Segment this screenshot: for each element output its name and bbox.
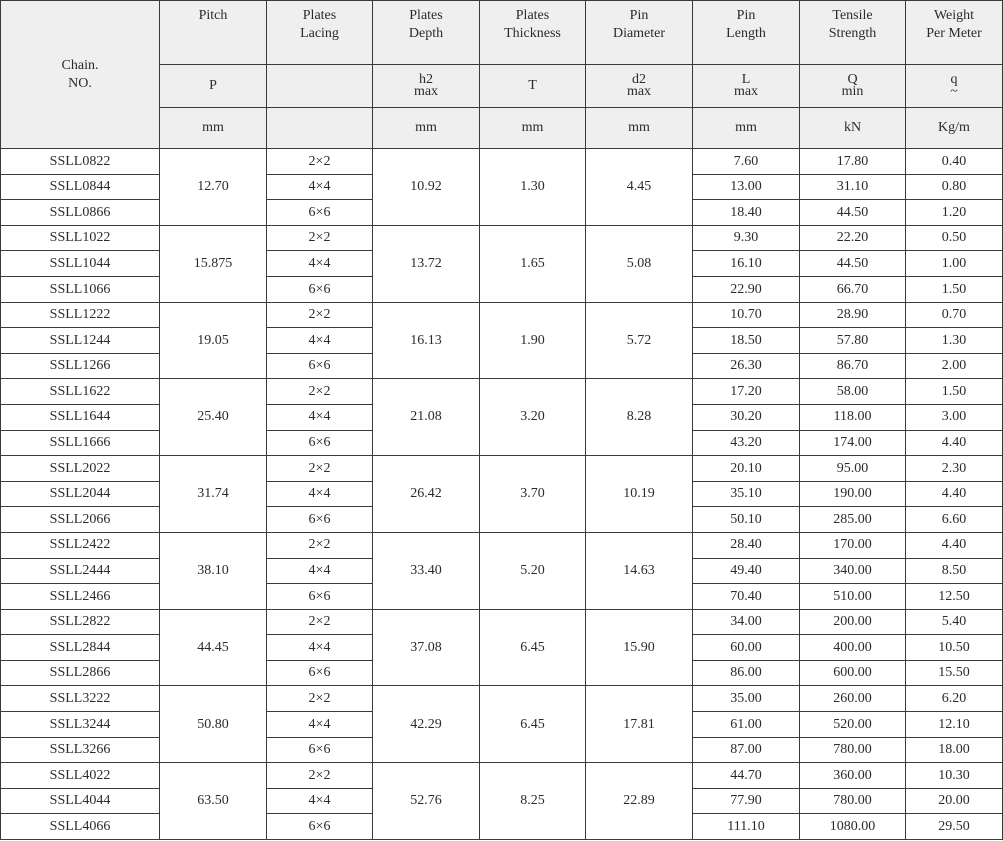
column-symbol-line: h2 <box>419 72 433 87</box>
tensile-strength-cell: 200.00 <box>800 609 906 635</box>
weight-per-meter-cell: 12.50 <box>906 584 1003 610</box>
pitch-cell: 38.10 <box>160 532 267 609</box>
weight-per-meter-cell: 4.40 <box>906 481 1003 507</box>
tensile-strength-cell: 95.00 <box>800 456 906 482</box>
tensile-strength-cell: 31.10 <box>800 174 906 200</box>
column-name-line: Depth <box>408 25 444 41</box>
table-row <box>1 149 1003 175</box>
chain-no-label-line-2: NO. <box>68 75 92 91</box>
plate-thickness-cell: 3.20 <box>480 379 586 456</box>
tensile-strength-cell: 780.00 <box>800 788 906 814</box>
plate-thickness-cell: 8.25 <box>480 763 586 840</box>
column-name-line: Per Meter <box>926 25 982 41</box>
weight-per-meter-cell: 20.00 <box>906 788 1003 814</box>
plate-thickness-cell: 1.30 <box>480 149 586 226</box>
pin-diameter-cell: 5.08 <box>586 225 693 302</box>
pin-length-cell: 10.70 <box>693 302 800 328</box>
pin-length-cell: 13.00 <box>693 174 800 200</box>
lacing-cell: 2×2 <box>267 379 373 405</box>
column-name-line: Diameter <box>612 25 666 41</box>
pin-length-cell: 18.40 <box>693 200 800 226</box>
chain-no-header <box>1 1 160 149</box>
column-symbol-7 <box>906 65 1003 108</box>
plate-depth-cell: 37.08 <box>373 609 480 686</box>
lacing-cell: 6×6 <box>267 814 373 840</box>
header-row-names <box>1 1 1003 65</box>
plate-depth-cell: 21.08 <box>373 379 480 456</box>
column-header-4 <box>586 1 693 65</box>
lacing-cell: 2×2 <box>267 763 373 789</box>
plate-depth-cell: 16.13 <box>373 302 480 379</box>
chain-no-cell: SSLL4044 <box>1 788 160 814</box>
plate-thickness-cell: 6.45 <box>480 609 586 686</box>
chain-no-label-line-1: Chain. <box>61 58 99 73</box>
column-unit-3: mm <box>480 108 586 149</box>
column-header-6 <box>800 1 906 65</box>
weight-per-meter-cell: 8.50 <box>906 558 1003 584</box>
chain-no-cell: SSLL2066 <box>1 507 160 533</box>
chain-no-cell: SSLL1044 <box>1 251 160 277</box>
pin-length-cell: 30.20 <box>693 404 800 430</box>
plate-depth-cell: 26.42 <box>373 456 480 533</box>
plate-depth-cell: 52.76 <box>373 763 480 840</box>
table-row <box>1 456 1003 482</box>
weight-per-meter-cell: 4.40 <box>906 430 1003 456</box>
lacing-cell: 6×6 <box>267 200 373 226</box>
lacing-cell: 4×4 <box>267 328 373 354</box>
column-name-line: Thickness <box>504 25 561 41</box>
pitch-cell: 50.80 <box>160 686 267 763</box>
weight-per-meter-cell: 15.50 <box>906 660 1003 686</box>
tensile-strength-cell: 360.00 <box>800 763 906 789</box>
pin-length-cell: 70.40 <box>693 584 800 610</box>
lacing-cell: 4×4 <box>267 251 373 277</box>
table-row <box>1 532 1003 558</box>
column-symbol-2 <box>373 65 480 108</box>
chain-no-cell: SSLL1622 <box>1 379 160 405</box>
tensile-strength-cell: 28.90 <box>800 302 906 328</box>
column-symbol-1 <box>267 65 373 108</box>
column-header-2 <box>373 1 480 65</box>
chain-no-cell: SSLL1244 <box>1 328 160 354</box>
weight-per-meter-cell: 6.20 <box>906 686 1003 712</box>
weight-per-meter-cell: 0.50 <box>906 225 1003 251</box>
weight-per-meter-cell: 3.00 <box>906 404 1003 430</box>
pin-length-cell: 43.20 <box>693 430 800 456</box>
lacing-cell: 4×4 <box>267 174 373 200</box>
table-row <box>1 379 1003 405</box>
plate-thickness-cell: 3.70 <box>480 456 586 533</box>
column-unit-7: Kg/m <box>906 108 1003 149</box>
pitch-cell: 44.45 <box>160 609 267 686</box>
pin-length-cell: 26.30 <box>693 353 800 379</box>
pin-diameter-cell: 10.19 <box>586 456 693 533</box>
plate-depth-cell: 42.29 <box>373 686 480 763</box>
pin-length-cell: 111.10 <box>693 814 800 840</box>
column-name-line: Tensile <box>832 8 873 23</box>
pin-length-cell: 22.90 <box>693 276 800 302</box>
tensile-strength-cell: 66.70 <box>800 276 906 302</box>
chain-no-cell: SSLL3266 <box>1 737 160 763</box>
weight-per-meter-cell: 1.30 <box>906 328 1003 354</box>
lacing-cell: 6×6 <box>267 353 373 379</box>
lacing-cell: 2×2 <box>267 456 373 482</box>
lacing-cell: 4×4 <box>267 788 373 814</box>
column-header-1 <box>267 1 373 65</box>
pin-length-cell: 87.00 <box>693 737 800 763</box>
weight-per-meter-cell: 1.50 <box>906 276 1003 302</box>
weight-per-meter-cell: 5.40 <box>906 609 1003 635</box>
chain-no-cell: SSLL1266 <box>1 353 160 379</box>
table-row <box>1 609 1003 635</box>
column-symbol-line: max <box>413 84 439 99</box>
column-symbol-line: max <box>626 84 652 99</box>
tensile-strength-cell: 780.00 <box>800 737 906 763</box>
weight-per-meter-cell: 0.80 <box>906 174 1003 200</box>
plate-depth-cell: 10.92 <box>373 149 480 226</box>
chain-no-cell: SSLL4066 <box>1 814 160 840</box>
lacing-cell: 4×4 <box>267 404 373 430</box>
table-body <box>1 149 1003 840</box>
column-symbol-6 <box>800 65 906 108</box>
column-symbol-line: L <box>741 72 751 87</box>
tensile-strength-cell: 44.50 <box>800 251 906 277</box>
pin-length-cell: 28.40 <box>693 532 800 558</box>
column-unit-1 <box>267 108 373 149</box>
weight-per-meter-cell: 10.30 <box>906 763 1003 789</box>
tensile-strength-cell: 170.00 <box>800 532 906 558</box>
chain-no-cell: SSLL2044 <box>1 481 160 507</box>
lacing-cell: 2×2 <box>267 225 373 251</box>
pitch-cell: 25.40 <box>160 379 267 456</box>
chain-no-cell: SSLL4022 <box>1 763 160 789</box>
column-symbol-0 <box>160 65 267 108</box>
chain-no-cell: SSLL1222 <box>1 302 160 328</box>
column-symbol-line: d2 <box>632 72 646 87</box>
pin-diameter-cell: 22.89 <box>586 763 693 840</box>
table-row <box>1 686 1003 712</box>
column-name-line: Lacing <box>300 25 339 41</box>
column-header-7 <box>906 1 1003 65</box>
plate-thickness-cell: 5.20 <box>480 532 586 609</box>
table-row <box>1 763 1003 789</box>
pin-diameter-cell: 8.28 <box>586 379 693 456</box>
pin-length-cell: 9.30 <box>693 225 800 251</box>
chain-no-cell: SSLL2444 <box>1 558 160 584</box>
weight-per-meter-cell: 10.50 <box>906 635 1003 661</box>
weight-per-meter-cell: 1.00 <box>906 251 1003 277</box>
lacing-cell: 6×6 <box>267 430 373 456</box>
column-name-line: Pin <box>736 8 756 23</box>
lacing-cell: 4×4 <box>267 558 373 584</box>
chain-no-cell: SSLL2844 <box>1 635 160 661</box>
pin-length-cell: 49.40 <box>693 558 800 584</box>
weight-per-meter-cell: 0.70 <box>906 302 1003 328</box>
pin-length-cell: 77.90 <box>693 788 800 814</box>
pitch-cell: 31.74 <box>160 456 267 533</box>
pin-diameter-cell: 15.90 <box>586 609 693 686</box>
pin-length-cell: 35.00 <box>693 686 800 712</box>
column-unit-6: kN <box>800 108 906 149</box>
chain-no-cell: SSLL0822 <box>1 149 160 175</box>
lacing-cell: 6×6 <box>267 737 373 763</box>
lacing-cell: 2×2 <box>267 686 373 712</box>
column-name-line: Pitch <box>198 8 228 23</box>
tensile-strength-cell: 600.00 <box>800 660 906 686</box>
tensile-strength-cell: 520.00 <box>800 712 906 738</box>
chain-no-cell: SSLL3222 <box>1 686 160 712</box>
column-symbol-line: P <box>209 78 217 93</box>
column-unit-0: mm <box>160 108 267 149</box>
column-symbol-line: max <box>733 84 759 99</box>
plate-thickness-cell: 1.65 <box>480 225 586 302</box>
pin-length-cell: 17.20 <box>693 379 800 405</box>
column-name-line: Plates <box>515 8 550 23</box>
lacing-cell: 4×4 <box>267 481 373 507</box>
weight-per-meter-cell: 29.50 <box>906 814 1003 840</box>
column-name-line: Plates <box>302 8 337 23</box>
chain-no-cell: SSLL0866 <box>1 200 160 226</box>
lacing-cell: 4×4 <box>267 635 373 661</box>
chain-no-cell: SSLL2822 <box>1 609 160 635</box>
column-symbol-4 <box>586 65 693 108</box>
table-row <box>1 225 1003 251</box>
weight-per-meter-cell: 2.30 <box>906 456 1003 482</box>
pin-length-cell: 60.00 <box>693 635 800 661</box>
tensile-strength-cell: 190.00 <box>800 481 906 507</box>
pin-length-cell: 61.00 <box>693 712 800 738</box>
pin-length-cell: 50.10 <box>693 507 800 533</box>
tensile-strength-cell: 400.00 <box>800 635 906 661</box>
column-header-3 <box>480 1 586 65</box>
weight-per-meter-cell: 12.10 <box>906 712 1003 738</box>
pitch-cell: 12.70 <box>160 149 267 226</box>
pitch-cell: 19.05 <box>160 302 267 379</box>
tensile-strength-cell: 44.50 <box>800 200 906 226</box>
column-symbol-5 <box>693 65 800 108</box>
column-header-0 <box>160 1 267 65</box>
plate-depth-cell: 13.72 <box>373 225 480 302</box>
plate-thickness-cell: 6.45 <box>480 686 586 763</box>
tensile-strength-cell: 118.00 <box>800 404 906 430</box>
tensile-strength-cell: 22.20 <box>800 225 906 251</box>
column-symbol-line: q <box>950 72 958 87</box>
tensile-strength-cell: 260.00 <box>800 686 906 712</box>
chain-no-cell: SSLL3244 <box>1 712 160 738</box>
lacing-cell: 2×2 <box>267 149 373 175</box>
column-header-5 <box>693 1 800 65</box>
chain-no-cell: SSLL2022 <box>1 456 160 482</box>
lacing-cell: 2×2 <box>267 609 373 635</box>
tensile-strength-cell: 340.00 <box>800 558 906 584</box>
lacing-cell: 4×4 <box>267 712 373 738</box>
weight-per-meter-cell: 2.00 <box>906 353 1003 379</box>
lacing-cell: 6×6 <box>267 276 373 302</box>
column-name-line: Pin <box>629 8 649 23</box>
weight-per-meter-cell: 18.00 <box>906 737 1003 763</box>
pin-length-cell: 18.50 <box>693 328 800 354</box>
chain-no-cell: SSLL2866 <box>1 660 160 686</box>
weight-per-meter-cell: 4.40 <box>906 532 1003 558</box>
column-unit-5: mm <box>693 108 800 149</box>
pin-diameter-cell: 17.81 <box>586 686 693 763</box>
chain-no-cell: SSLL2422 <box>1 532 160 558</box>
pin-diameter-cell: 4.45 <box>586 149 693 226</box>
weight-per-meter-cell: 6.60 <box>906 507 1003 533</box>
chain-no-cell: SSLL1066 <box>1 276 160 302</box>
table-row <box>1 302 1003 328</box>
pin-length-cell: 86.00 <box>693 660 800 686</box>
lacing-cell: 6×6 <box>267 584 373 610</box>
column-symbol-line: ~ <box>950 84 958 99</box>
weight-per-meter-cell: 1.50 <box>906 379 1003 405</box>
weight-per-meter-cell: 0.40 <box>906 149 1003 175</box>
tensile-strength-cell: 86.70 <box>800 353 906 379</box>
pin-diameter-cell: 14.63 <box>586 532 693 609</box>
column-symbol-line: min <box>841 84 864 99</box>
column-symbol-line: Q <box>847 72 858 87</box>
pin-length-cell: 7.60 <box>693 149 800 175</box>
column-name-line: Strength <box>828 25 877 41</box>
plate-thickness-cell: 1.90 <box>480 302 586 379</box>
tensile-strength-cell: 1080.00 <box>800 814 906 840</box>
tensile-strength-cell: 58.00 <box>800 379 906 405</box>
column-name-line: Length <box>726 25 766 41</box>
tensile-strength-cell: 285.00 <box>800 507 906 533</box>
pin-length-cell: 44.70 <box>693 763 800 789</box>
chain-no-cell: SSLL1644 <box>1 404 160 430</box>
pitch-cell: 63.50 <box>160 763 267 840</box>
weight-per-meter-cell: 1.20 <box>906 200 1003 226</box>
column-unit-4: mm <box>586 108 693 149</box>
plate-depth-cell: 33.40 <box>373 532 480 609</box>
table-header <box>1 1 1003 149</box>
tensile-strength-cell: 57.80 <box>800 328 906 354</box>
tensile-strength-cell: 510.00 <box>800 584 906 610</box>
pin-length-cell: 20.10 <box>693 456 800 482</box>
pin-length-cell: 35.10 <box>693 481 800 507</box>
column-unit-2: mm <box>373 108 480 149</box>
tensile-strength-cell: 174.00 <box>800 430 906 456</box>
column-symbol-line: T <box>528 78 537 93</box>
lacing-cell: 6×6 <box>267 507 373 533</box>
chain-no-cell: SSLL2466 <box>1 584 160 610</box>
lacing-cell: 2×2 <box>267 532 373 558</box>
column-symbol-3 <box>480 65 586 108</box>
chain-no-cell: SSLL1666 <box>1 430 160 456</box>
pin-length-cell: 34.00 <box>693 609 800 635</box>
column-name-line: Plates <box>409 8 443 23</box>
lacing-cell: 2×2 <box>267 302 373 328</box>
lacing-cell: 6×6 <box>267 660 373 686</box>
pin-length-cell: 16.10 <box>693 251 800 277</box>
pitch-cell: 15.875 <box>160 225 267 302</box>
column-name-line: Weight <box>933 8 975 23</box>
pin-diameter-cell: 5.72 <box>586 302 693 379</box>
tensile-strength-cell: 17.80 <box>800 149 906 175</box>
chain-no-cell: SSLL1022 <box>1 225 160 251</box>
chain-no-cell: SSLL0844 <box>1 174 160 200</box>
